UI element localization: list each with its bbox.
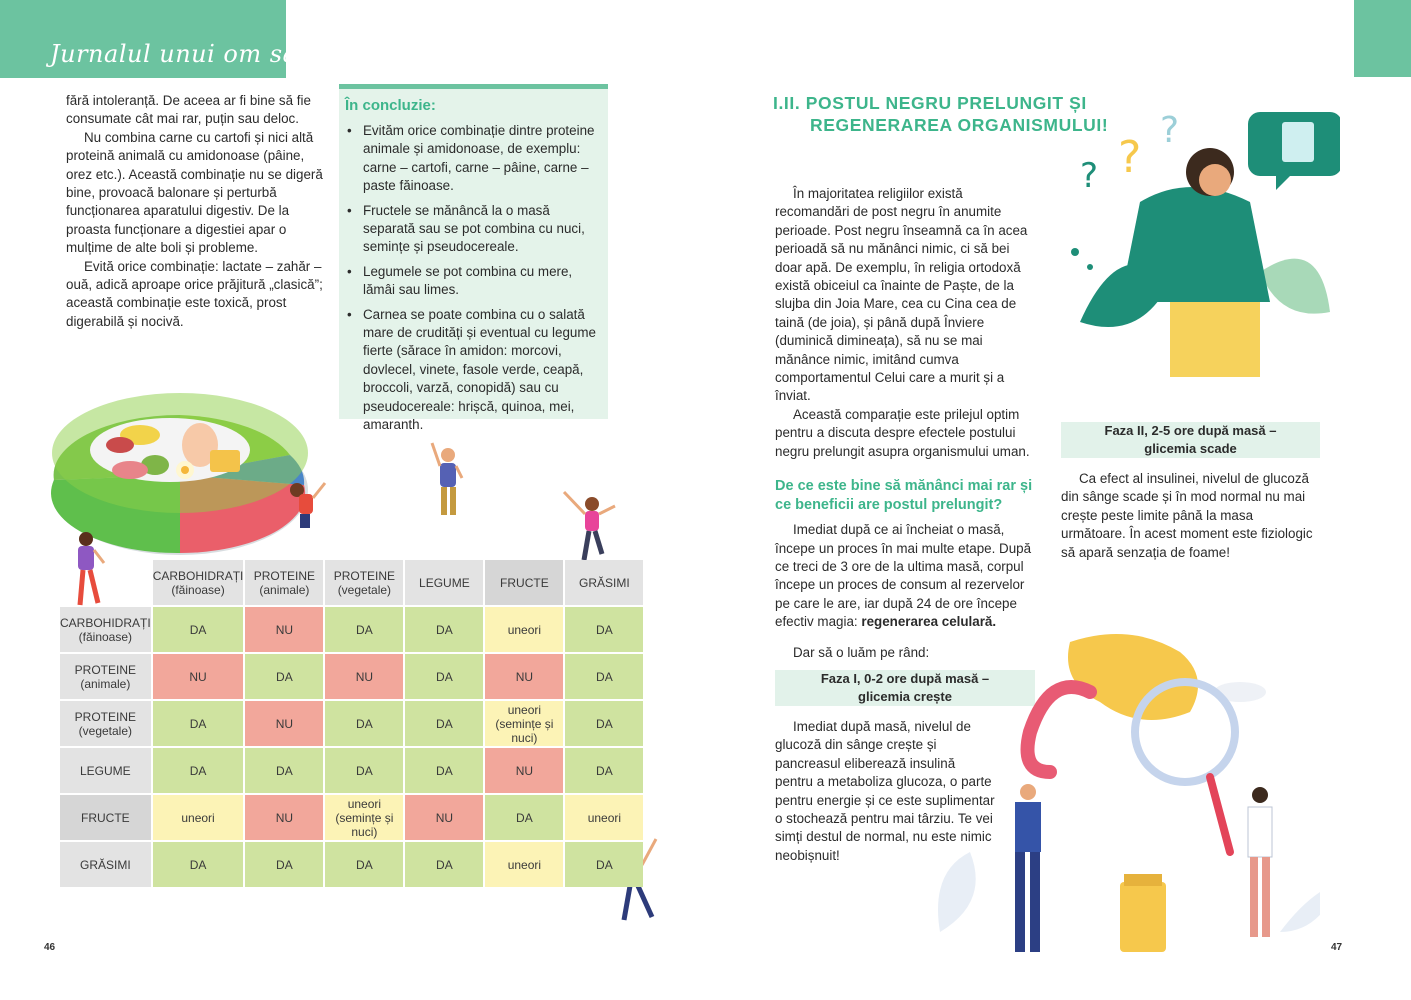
table-cell: NU	[485, 654, 563, 699]
paragraph: În majoritatea religiilor există recomandări de post negru în anumite perioade. Post negru înseamnă ca în acea perioadă să nu mănânci nimic, ci să bei doar apă. De exemplu, în religia ortodoxă există obiceiul ca înainte de Paște, de la slujba din Joia Mare, cea cu Cina cea de taină (de joia), și până după Înviere (duminică dimineața), să nu se mai mănânce nimic, imitând cumva comportamentul Celui care a murit și a înviat.	[775, 186, 1028, 404]
table-row	[60, 842, 643, 887]
person-jumping-icon	[560, 482, 620, 567]
table-cell: NU	[485, 748, 563, 793]
column-header: LEGUME	[405, 560, 483, 605]
table-cell: DA	[565, 748, 643, 793]
right-text-column-2	[1061, 422, 1320, 562]
phase-title: glicemia scade	[1144, 441, 1237, 456]
table-cell: DA	[153, 748, 244, 793]
row-header: PROTEINE (vegetale)	[60, 701, 151, 746]
table-cell: DA	[405, 607, 483, 652]
row-header: CARBOHIDRAȚI (făinoase)	[60, 607, 151, 652]
paragraph: Dar să o luăm pe rând:	[793, 644, 930, 660]
table-row	[60, 701, 643, 746]
table-cell: uneori	[565, 795, 643, 840]
table-cell: DA	[153, 607, 244, 652]
woman-thinking-illustration	[1060, 92, 1340, 377]
column-header: GRĂSIMI	[565, 560, 643, 605]
table-row	[60, 748, 643, 793]
paragraph: Nu combina carne cu cartofi și nici altă proteină animală cu amidonoase (pâine, orez etc.). Această combinație nu se digeră bine, provoacă balonare și perturbă funcționarea aparatului digestiv. De la proasta funcționare a digestiei apar o mulțime de alte boli și probleme.	[66, 129, 323, 256]
column-header: PROTEINE (animale)	[245, 560, 323, 605]
table-cell: DA	[153, 842, 244, 887]
person-running-icon	[285, 478, 330, 538]
paragraph: Această comparație este prilejul optim pentru a discuta despre efectele postului negru prelungit asupra organismului uman.	[775, 406, 1030, 459]
table-cell: uneori	[153, 795, 244, 840]
column-header: CARBOHIDRAȚI (făinoase)	[153, 560, 244, 605]
table-cell: DA	[405, 701, 483, 746]
table-cell: DA	[565, 607, 643, 652]
table-cell: uneori	[485, 607, 563, 652]
list-item: • Legumele se pot combina cu mere, lămâi sau limes.	[345, 263, 600, 300]
heading-line: REGENERAREA ORGANISMULUI!	[810, 115, 1109, 135]
table-cell: uneori (semințe și nuci)	[325, 795, 403, 840]
phase-title: Faza II, 2-5 ore după masă –	[1104, 423, 1277, 438]
table-cell: DA	[405, 842, 483, 887]
table-cell: DA	[405, 748, 483, 793]
table-cell: NU	[245, 607, 323, 652]
paragraph-text: Imediat după ce ai încheiat o masă, începe un proces în mai multe etape. După ce treci de 3 ore de la ultima masă, corpul începe un proces de consum al rezervelor pe care le are, iar după 24 de ore începe efectiv magia:	[775, 522, 1032, 630]
table-cell: NU	[245, 701, 323, 746]
heading-line: I.II. POSTUL NEGRU PRELUNGIT ȘI	[773, 93, 1087, 113]
row-header: FRUCTE	[60, 795, 151, 840]
table-cell: NU	[325, 654, 403, 699]
table-cell: NU	[153, 654, 244, 699]
conclusion-list	[345, 122, 600, 435]
table-corner	[60, 560, 151, 605]
row-header: GRĂSIMI	[60, 842, 151, 887]
table-cell: DA	[325, 701, 403, 746]
paragraph: Ca efect al insulinei, nivelul de glucoză din sânge scade și în mod normal nu mai crește peste limite până la masa următoare. În acest moment este fiziologic să apară senzația de foame!	[1061, 471, 1313, 560]
list-item: • Carnea se poate combina cu o salată mare de crudități și eventual cu legume fierte (sărace în amidon: morcovi, dovlecel, vinete, fasole verde, ceapă, broccoli, varză, conopidă) sau cu pseudocereale: hrișcă, quinoa, mei, amaranth.	[345, 306, 600, 435]
table-cell: DA	[245, 654, 323, 699]
table-cell: DA	[325, 842, 403, 887]
table-cell: NU	[245, 795, 323, 840]
table-cell: DA	[565, 842, 643, 887]
paragraph: Imediat după masă, nivelul de glucoză din sânge crește și pancreasul eliberează insulină pentru a metaboliza glucoza, o parte pentru energie și ce este suplimentar o stochează pentru mai târziu. Te vei simți destul de normal, nu este nimic neobișnuit!	[775, 718, 995, 863]
conclusion-title: În concluzie:	[345, 97, 436, 114]
list-item: • Fructele se mănâncă la o masă separată sau se pot combina cu nuci, semințe și pseudocereale.	[345, 202, 600, 257]
page-number: 46	[44, 942, 56, 953]
paragraph: fără intoleranță. De aceea ar fi bine să fie consumate cât mai rar, puțin sau deloc.	[66, 93, 311, 127]
table-cell: DA	[153, 701, 244, 746]
table-cell: DA	[565, 701, 643, 746]
table-cell: DA	[485, 795, 563, 840]
column-header: PROTEINE (vegetale)	[325, 560, 403, 605]
phase-title: glicemia crește	[858, 688, 952, 704]
table-cell: DA	[325, 607, 403, 652]
table-row	[60, 607, 643, 652]
table-row	[60, 654, 643, 699]
table-cell: DA	[565, 654, 643, 699]
table-cell: NU	[405, 795, 483, 840]
bold-text: regenerarea celulară.	[861, 614, 997, 630]
table-cell: DA	[245, 748, 323, 793]
table-cell: DA	[405, 654, 483, 699]
subheading: De ce este bine să mănânci mai rar și ce beneficii are postul prelungit?	[775, 478, 1033, 514]
phase-two-box	[1061, 422, 1320, 458]
table-cell: uneori (semințe și nuci)	[485, 701, 563, 746]
pancreas-doctors-illustration	[900, 612, 1320, 957]
svg-text:?: ?	[1080, 156, 1099, 196]
book-title: Jurnalul unui om sănătos	[50, 40, 367, 68]
table-row	[60, 795, 643, 840]
table-cell: DA	[245, 842, 323, 887]
list-item: • Evităm orice combinație dintre proteine animale și amidonoase, de exemplu: carne – cartofi, carne – pâine, carne – paste făinoase.	[345, 122, 600, 196]
table-header-row	[60, 560, 643, 605]
phase-title: Faza I, 0-2 ore după masă –	[820, 670, 990, 686]
conclusion-box	[339, 84, 608, 433]
person-jumping-icon	[428, 433, 468, 528]
paragraph: Evită orice combinație: lactate – zahăr – ouă, adică aproape orice prăjitură „clasică”; această combinație este toxică, prost digerabilă și nocivă.	[66, 258, 323, 329]
food-combination-table	[58, 558, 645, 889]
svg-text:?: ?	[1118, 132, 1142, 183]
column-header: FRUCTE	[485, 560, 563, 605]
row-header: LEGUME	[60, 748, 151, 793]
table-cell: DA	[325, 748, 403, 793]
row-header: PROTEINE (animale)	[60, 654, 151, 699]
table-cell: uneori	[485, 842, 563, 887]
svg-text:?: ?	[1160, 110, 1180, 151]
corner-band	[1354, 0, 1411, 77]
left-text-column	[66, 92, 328, 331]
page-number: 47	[1331, 942, 1343, 953]
